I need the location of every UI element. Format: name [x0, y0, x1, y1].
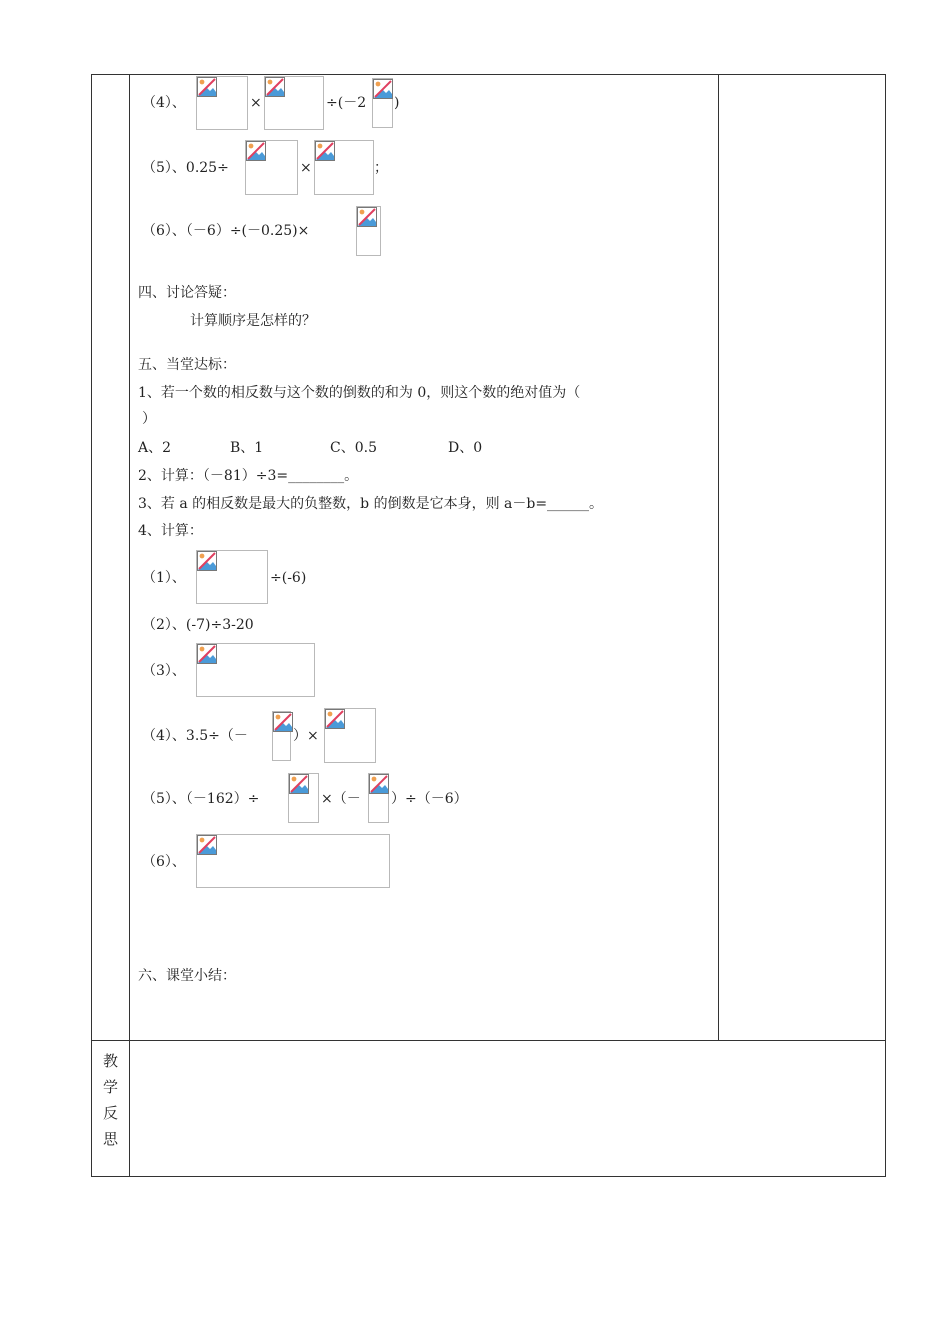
calc5-prefix: （5）、（－162）÷	[142, 791, 260, 807]
close-paren: )	[394, 95, 400, 111]
reflection-content-area[interactable]	[130, 1041, 885, 1176]
reflection-char: 思	[102, 1130, 118, 1148]
formula-image	[314, 140, 374, 195]
option-c: C、0.5	[330, 440, 377, 456]
calc4-mid: ）×	[293, 728, 319, 744]
reflection-char: 教	[102, 1052, 118, 1070]
calc4-prefix: （4）、3.5÷（－	[142, 728, 248, 744]
notes-column-area	[719, 75, 885, 1040]
broken-image-icon	[373, 79, 393, 99]
broken-image-icon	[265, 77, 285, 97]
row4-prefix: （4）、	[142, 95, 186, 111]
times-sign: ×	[300, 160, 312, 176]
formula-image	[245, 140, 298, 195]
section4-heading: 四、讨论答疑：	[138, 285, 236, 301]
formula-image	[196, 834, 390, 888]
reflection-char: 学	[102, 1078, 118, 1096]
option-d: D、0	[448, 440, 483, 456]
formula-image	[368, 773, 389, 823]
calc2: （2）、(-7)÷3-20	[142, 617, 254, 633]
broken-image-icon	[197, 77, 217, 97]
table-right-border	[885, 74, 886, 1177]
label-column-border	[129, 74, 130, 1177]
row5-prefix: （5）、0.25÷	[142, 160, 229, 176]
table-left-border	[91, 74, 92, 1177]
broken-image-icon	[246, 141, 266, 161]
calc3-prefix: （3）、	[142, 663, 186, 679]
formula-image	[272, 711, 291, 761]
question-4: 4、计算：	[138, 523, 203, 539]
semicolon: ；	[374, 160, 388, 176]
broken-image-icon	[197, 551, 217, 571]
option-a: A、2	[138, 440, 172, 456]
calc1-prefix: （1）、	[142, 570, 186, 586]
formula-image	[196, 643, 315, 697]
formula-image	[196, 76, 248, 130]
question-1-line1: 1、若一个数的相反数与这个数的倒数的和为 0，则这个数的绝对值为（	[138, 385, 581, 401]
question-2: 2、计算：（－81）÷3=________。	[138, 468, 359, 484]
broken-image-icon	[357, 207, 377, 227]
question-3: 3、若 a 的相反数是最大的负整数，b 的倒数是它本身，则 a－b=______。	[138, 496, 604, 512]
broken-image-icon	[273, 712, 293, 732]
broken-image-icon	[289, 774, 309, 794]
calc6-prefix: （6）、	[142, 854, 186, 870]
divide-neg-two: ÷(－2	[326, 95, 367, 111]
reflection-char: 反	[102, 1104, 118, 1122]
calc5-mid: ×（－	[321, 791, 361, 807]
times-sign: ×	[250, 95, 262, 111]
calc5-end: ）÷（－6）	[391, 791, 468, 807]
option-b: B、1	[230, 440, 264, 456]
formula-image	[356, 206, 381, 256]
broken-image-icon	[197, 644, 217, 664]
table-bottom-border	[91, 1176, 886, 1177]
broken-image-icon	[197, 835, 217, 855]
formula-image	[372, 78, 393, 128]
section6-heading: 六、课堂小结：	[138, 968, 236, 984]
formula-image	[324, 708, 376, 763]
broken-image-icon	[315, 141, 335, 161]
formula-image	[288, 773, 319, 823]
formula-image	[264, 76, 324, 130]
calc1-suffix: ÷(-6)	[270, 570, 307, 586]
question-1-line2: ）	[142, 411, 156, 427]
section5-heading: 五、当堂达标：	[138, 357, 236, 373]
reflection-label	[92, 1048, 129, 1152]
row6-prefix: （6）、（－6）÷(－0.25)×	[142, 223, 310, 239]
broken-image-icon	[369, 774, 389, 794]
formula-image	[196, 550, 268, 604]
section4-question: 计算顺序是怎样的？	[190, 313, 316, 329]
broken-image-icon	[325, 709, 345, 729]
